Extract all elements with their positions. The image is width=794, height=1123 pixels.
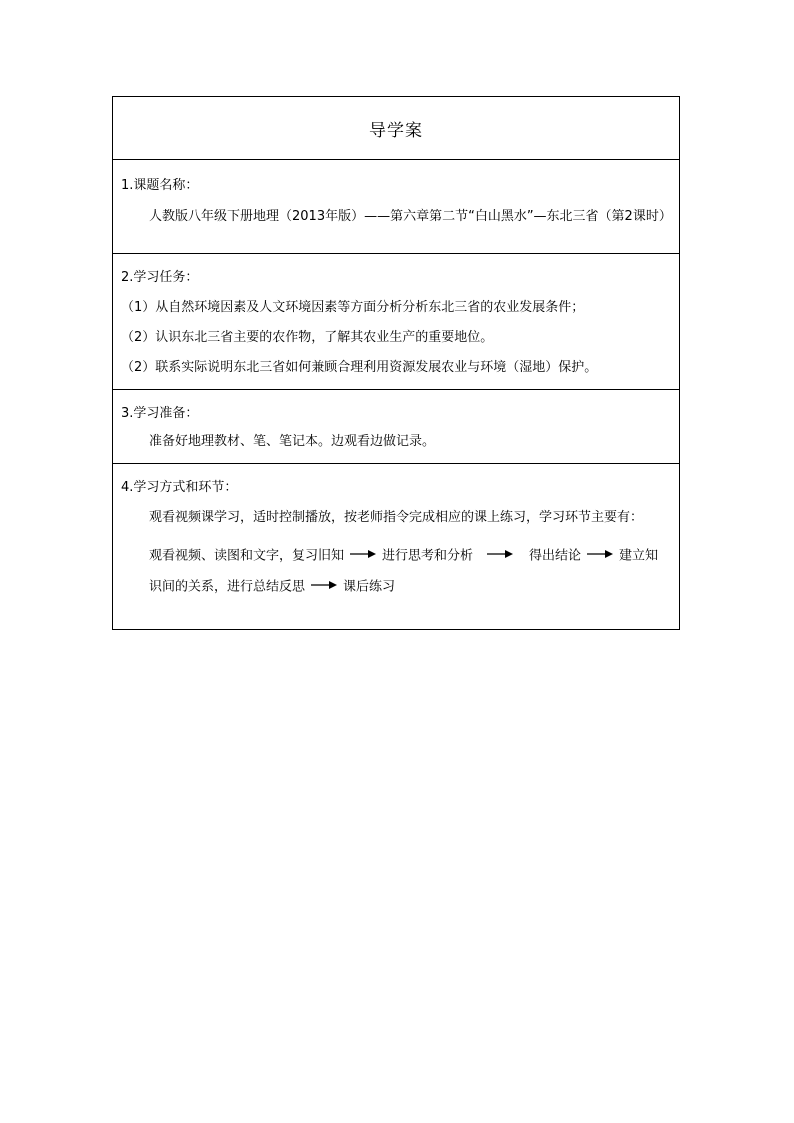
arrow-icon: [311, 572, 337, 602]
step-relate: 建立知识间的关系，进行总结反思: [149, 548, 659, 594]
learning-steps: [121, 541, 671, 602]
section-tasks-heading: 2.学习任务：: [121, 270, 199, 285]
step-conclude: 得出结论: [529, 548, 582, 564]
arrow-icon: [587, 541, 613, 571]
arrow-icon: [350, 541, 376, 571]
section-method: [113, 464, 680, 630]
section-topic: [113, 160, 680, 254]
study-guide-table: [112, 96, 680, 630]
task-item: （1）从自然环境因素及人文环境因素等方面分析分析东北三省的农业发展条件；: [121, 300, 585, 315]
section-tasks: [113, 254, 680, 390]
section-method-intro: 观看视频课学习，适时控制播放，按老师指令完成相应的课上练习，学习环节主要有：: [149, 510, 644, 525]
arrow-icon: [487, 541, 513, 571]
task-item: （2）认识东北三省主要的农作物，了解其农业生产的重要地位。: [121, 330, 494, 345]
step-think: 进行思考和分析: [382, 548, 474, 564]
section-method-heading: 4.学习方式和环节：: [121, 480, 238, 495]
title-row: [113, 97, 680, 160]
step-homework: 课后练习: [343, 579, 396, 594]
section-preparation: [113, 390, 680, 464]
step-review: 观看视频、读图和文字，复习旧知: [149, 548, 345, 564]
task-item: （2）联系实际说明东北三省如何兼顾合理利用资源发展农业与环境（湿地）保护。: [121, 360, 598, 375]
section-preparation-body: 准备好地理教材、笔、笔记本。边观看边做记录。: [149, 434, 436, 449]
document-title: 导学案: [113, 97, 680, 160]
section-preparation-heading: 3.学习准备：: [121, 406, 199, 421]
section-topic-body: 人教版八年级下册地理（2013年版）——第六章第二节“白山黑水”—东北三省（第2课时）: [149, 209, 672, 224]
section-topic-heading: 1.课题名称：: [121, 178, 199, 193]
